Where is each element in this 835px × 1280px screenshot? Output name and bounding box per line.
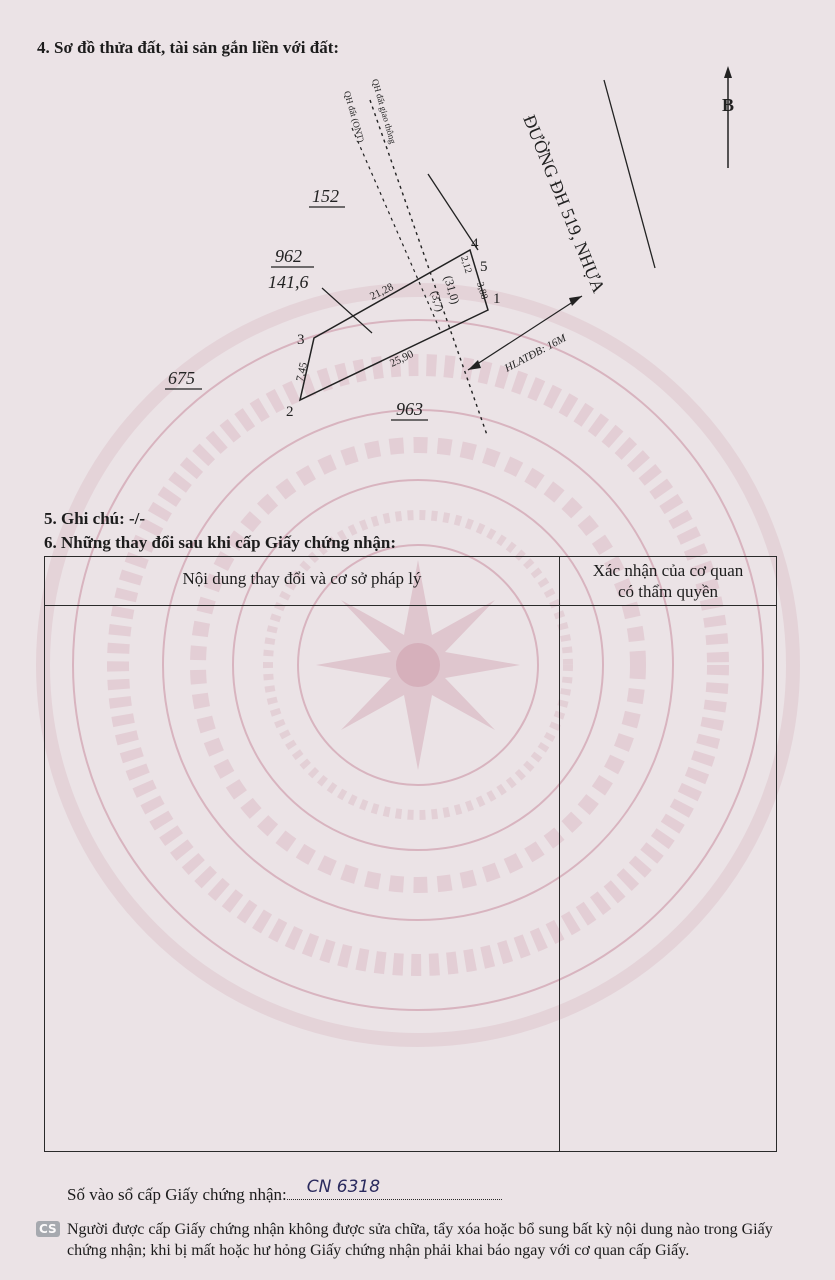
road-name-label: ĐƯỜNG ĐH 519, NHỰA [519, 112, 609, 296]
qh-ont-label: QH đất (ONT) [342, 89, 367, 144]
section-5-note: 5. Ghi chú: -/- [44, 509, 146, 528]
registration-number: CN 6318 [306, 1177, 381, 1197]
north-arrow-icon [722, 66, 735, 168]
dimension-2-12: 2,12 [458, 254, 474, 275]
changes-content-cell[interactable] [45, 606, 560, 1151]
hlatdb-label: HLATĐB: 16M [502, 332, 569, 375]
dimension-3-7: (3,7) [428, 289, 446, 314]
section-4-title: 4. Sơ đồ thửa đất, tài sản gắn liền với đất: [37, 38, 340, 57]
confirmation-column-header [560, 557, 776, 606]
point-label-5: 5 [480, 259, 488, 275]
qh-ont-line [352, 128, 440, 330]
point-label-2: 2 [286, 404, 294, 420]
camscanner-watermark-icon: CS [36, 1221, 60, 1237]
dimension-21-28: 21,28 [368, 281, 396, 303]
registration-line [67, 1177, 502, 1205]
land-parcel-diagram [0, 60, 835, 520]
setback-arrow-head-right [569, 296, 582, 306]
qh-traffic-label: QH đất giao thông [370, 77, 399, 145]
north-label: B [722, 95, 735, 115]
parcel-area: 141,6 [268, 272, 309, 292]
confirmation-header-line-1: Xác nhận của cơ quan [592, 561, 744, 580]
neighbor-parcel-152: 152 [312, 186, 339, 206]
footer-notice: Người được cấp Giấy chứng nhận không được sửa chữa, tẩy xóa hoặc bổ sung bất kỳ nội dung nào trong Giấy chứng nhận; khi bị mất hoặc hư hỏng Giấy chứng nhận phải khai báo ngay với cơ quan cấp Giấy. [67, 1221, 773, 1259]
registration-label: Số vào sổ cấp Giấy chứng nhận: [67, 1185, 287, 1204]
changes-table [44, 556, 777, 1152]
parcel-number: 962 [275, 246, 302, 266]
dimension-31-0: (31,0) [441, 273, 463, 306]
parcel-outline [300, 250, 488, 400]
point-label-4: 4 [471, 236, 479, 252]
confirmation-content-cell[interactable] [560, 606, 776, 1151]
dimension-3-88: 3,88 [474, 280, 490, 301]
point-label-3: 3 [297, 332, 305, 348]
changes-column-header: Nội dung thay đổi và cơ sở pháp lý [45, 557, 560, 606]
section-6-title: 6. Những thay đổi sau khi cấp Giấy chứng nhận: [44, 533, 397, 552]
neighbor-parcel-675: 675 [168, 368, 195, 388]
parcel-inner-line [322, 288, 372, 333]
dimension-25-90: 25,90 [388, 348, 416, 370]
registration-dotted-field [287, 1177, 502, 1200]
point-label-1: 1 [493, 291, 501, 307]
road-edge-line [604, 80, 655, 268]
setback-arrow-head-left [468, 360, 481, 370]
confirmation-header-line-2: có thẩm quyền [617, 582, 719, 601]
neighbor-parcel-963: 963 [396, 399, 423, 419]
dimension-7-45: 7,45 [294, 361, 310, 383]
